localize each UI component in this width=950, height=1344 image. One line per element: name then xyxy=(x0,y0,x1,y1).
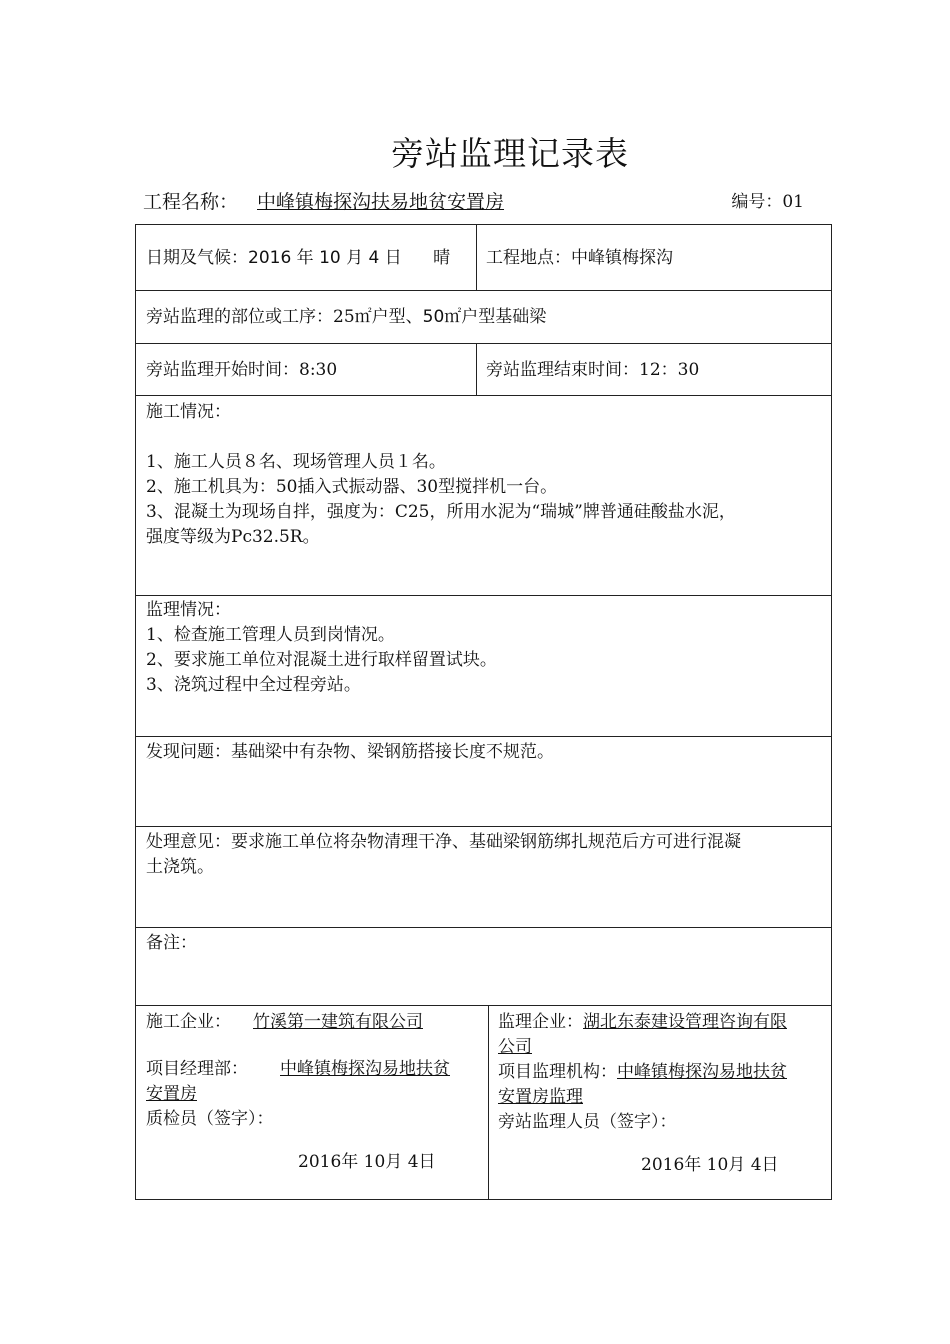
supervisor-signature-label: 旁站监理人员（签字）： xyxy=(498,1112,677,1132)
part-label: 旁站监理的部位或工序： xyxy=(146,307,333,327)
supervisor-company-name-cont: 公司 xyxy=(498,1037,532,1057)
row-divider xyxy=(136,1005,831,1006)
supervision-section xyxy=(146,598,826,698)
part-b-size: 50 xyxy=(422,307,445,327)
construction-item: 1、施工人员８名、现场管理人员１名。 xyxy=(146,452,446,472)
end-time-cell: 旁站监理结束时间：12：30 xyxy=(486,360,700,380)
date-weather-cell xyxy=(146,246,471,271)
supervision-org-name: 中峰镇梅探沟易地扶贫 xyxy=(617,1062,787,1082)
supervision-item: 2、要求施工单位对混凝土进行取样留置试块。 xyxy=(146,650,497,670)
start-time-cell: 旁站监理开始时间：8:30 xyxy=(146,360,338,380)
supervisor-block xyxy=(498,1010,830,1178)
supervision-heading: 监理情况： xyxy=(146,600,231,620)
problems-section: 发现问题：基础梁中有杂物、梁钢筋搭接长度不规范。 xyxy=(146,742,554,762)
serial-number: 编号：01 xyxy=(731,192,804,212)
row-divider xyxy=(136,595,831,596)
date-value: 2016 年 10 月 4 日 xyxy=(248,248,402,268)
row-divider xyxy=(136,736,831,737)
supervisor-company-label: 监理企业： xyxy=(498,1012,583,1032)
supervision-item: 3、浇筑过程中全过程旁站。 xyxy=(146,675,361,695)
column-divider xyxy=(488,1005,489,1200)
part-b-unit: ㎡户型基础梁 xyxy=(444,307,547,327)
project-dept-name: 中峰镇梅探沟易地扶贫 xyxy=(280,1059,450,1079)
project-dept-label: 项目经理部： xyxy=(146,1059,248,1079)
row-divider xyxy=(136,927,831,928)
row-divider xyxy=(136,826,831,827)
contractor-block xyxy=(146,1010,484,1175)
project-name-label: 工程名称： xyxy=(143,191,239,213)
weather-value: 晴 xyxy=(433,248,451,268)
row-divider xyxy=(136,343,831,344)
construction-item: 强度等级为Pc32.5R。 xyxy=(146,527,320,547)
supervisor-date: 2016年 10月 4日 xyxy=(641,1155,779,1175)
contractor-company-name: 竹溪第一建筑有限公司 xyxy=(253,1012,423,1032)
contractor-company-label: 施工企业： xyxy=(146,1012,231,1032)
supervision-org-label: 项目监理机构： xyxy=(498,1062,617,1082)
supervision-org-name-cont: 安置房监理 xyxy=(498,1087,583,1107)
opinion-line: 处理意见：要求施工单位将杂物清理干净、基础梁钢筋绑扎规范后方可进行混凝 xyxy=(146,832,741,852)
row-divider xyxy=(136,290,831,291)
part-a-size: 25 xyxy=(333,307,355,327)
construction-item: 2、施工机具为：50插入式振动器、30型搅拌机一台。 xyxy=(146,477,558,497)
contractor-date: 2016年 10月 4日 xyxy=(298,1152,436,1172)
location-cell: 工程地点：中峰镇梅探沟 xyxy=(486,248,673,268)
form-header xyxy=(143,187,808,217)
inspector-signature-label: 质检员（签字）： xyxy=(146,1109,274,1129)
construction-item: 3、混凝土为现场自拌，强度为：C25，所用水泥为“瑞城”牌普通硅酸盐水泥， xyxy=(146,502,736,522)
opinion-line: 土浇筑。 xyxy=(146,857,214,877)
supervisor-company-name: 湖北东泰建设管理咨询有限 xyxy=(583,1012,787,1032)
project-name-value: 中峰镇梅探沟扶易地贫安置房 xyxy=(257,191,505,213)
row-divider xyxy=(136,395,831,396)
date-label: 日期及气候： xyxy=(146,248,248,268)
project-dept-name-cont: 安置房 xyxy=(146,1084,197,1104)
part-a-unit: ㎡户型、 xyxy=(354,307,423,327)
remarks-section: 备注： xyxy=(146,933,197,953)
column-divider xyxy=(476,225,477,290)
construction-section xyxy=(146,400,826,550)
part-cell xyxy=(146,305,546,330)
record-form xyxy=(135,224,832,1200)
form-title: 旁站监理记录表 xyxy=(391,134,629,173)
opinion-section xyxy=(146,830,831,880)
supervision-item: 1、检查施工管理人员到岗情况。 xyxy=(146,625,395,645)
construction-heading: 施工情况： xyxy=(146,402,231,422)
column-divider xyxy=(476,343,477,395)
